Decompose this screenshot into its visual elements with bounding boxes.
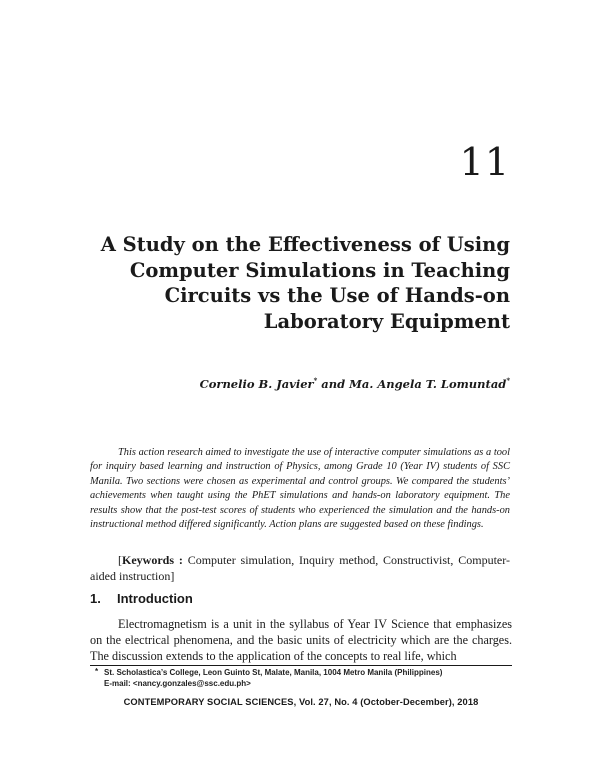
title-line: Circuits vs the Use of Hands-on: [164, 284, 510, 307]
chapter-number: 11: [459, 140, 510, 184]
section-heading: [90, 591, 193, 606]
affiliation-mark: *: [506, 376, 510, 385]
keywords-label: Keywords :: [122, 553, 183, 567]
footnote-divider: [90, 665, 512, 666]
keywords: [90, 553, 510, 584]
section-title: Introduction: [117, 591, 193, 606]
body-paragraph: Electromagnetism is a unit in the syllabus of Year IV Science that emphasizes on the electrical phenomena, and the basic units of electricity which are the charges. The discussion extends to the application of the concepts to real life, which: [90, 617, 512, 663]
journal-footer: CONTEMPORARY SOCIAL SCIENCES, Vol. 27, No. 4 (October-December), 2018: [123, 697, 479, 707]
abstract: This action research aimed to investigate the use of interactive computer simulations as a tool for inquiry based learning and instruction of Physics, among Grade 10 (Year IV) students of SSC Manila. Two sections were chosen as experimental and control groups. We compared the students’ achievements when taught using the PhET simulations and hands-on laboratory equipment. The results show that the post-test scores of students who experienced the simulation and the hands-on instructional method differed significantly. Action plans are suggested based on these findings.: [90, 447, 510, 531]
title-line: A Study on the Effectiveness of Using: [100, 233, 510, 256]
footnote: [95, 667, 443, 689]
keywords-open-bracket: [: [118, 553, 122, 567]
paper-title: [80, 232, 510, 334]
footnote-mark: *: [95, 667, 99, 676]
author-line: [200, 376, 510, 391]
title-line: Laboratory Equipment: [263, 309, 510, 333]
section-number: 1.: [90, 591, 101, 606]
keywords-text: Computer simulation, Inquiry method, Constructivist, Computer-aided instruction]: [90, 553, 510, 583]
author-name: Ma. Angela T. Lomuntad: [349, 376, 507, 391]
author-connector: and: [317, 376, 350, 391]
title-line: Computer Simulations in Teaching: [129, 258, 510, 282]
footnote-email: E-mail: <nancy.gonzales@ssc.edu.ph>: [104, 678, 251, 688]
affiliation-mark: *: [313, 376, 318, 385]
author-name: Cornelio B. Javier: [199, 376, 314, 391]
footnote-affiliation: St. Scholastica’s College, Leon Guinto St, Malate, Manila, 1004 Metro Manila (Philippines): [104, 668, 443, 677]
